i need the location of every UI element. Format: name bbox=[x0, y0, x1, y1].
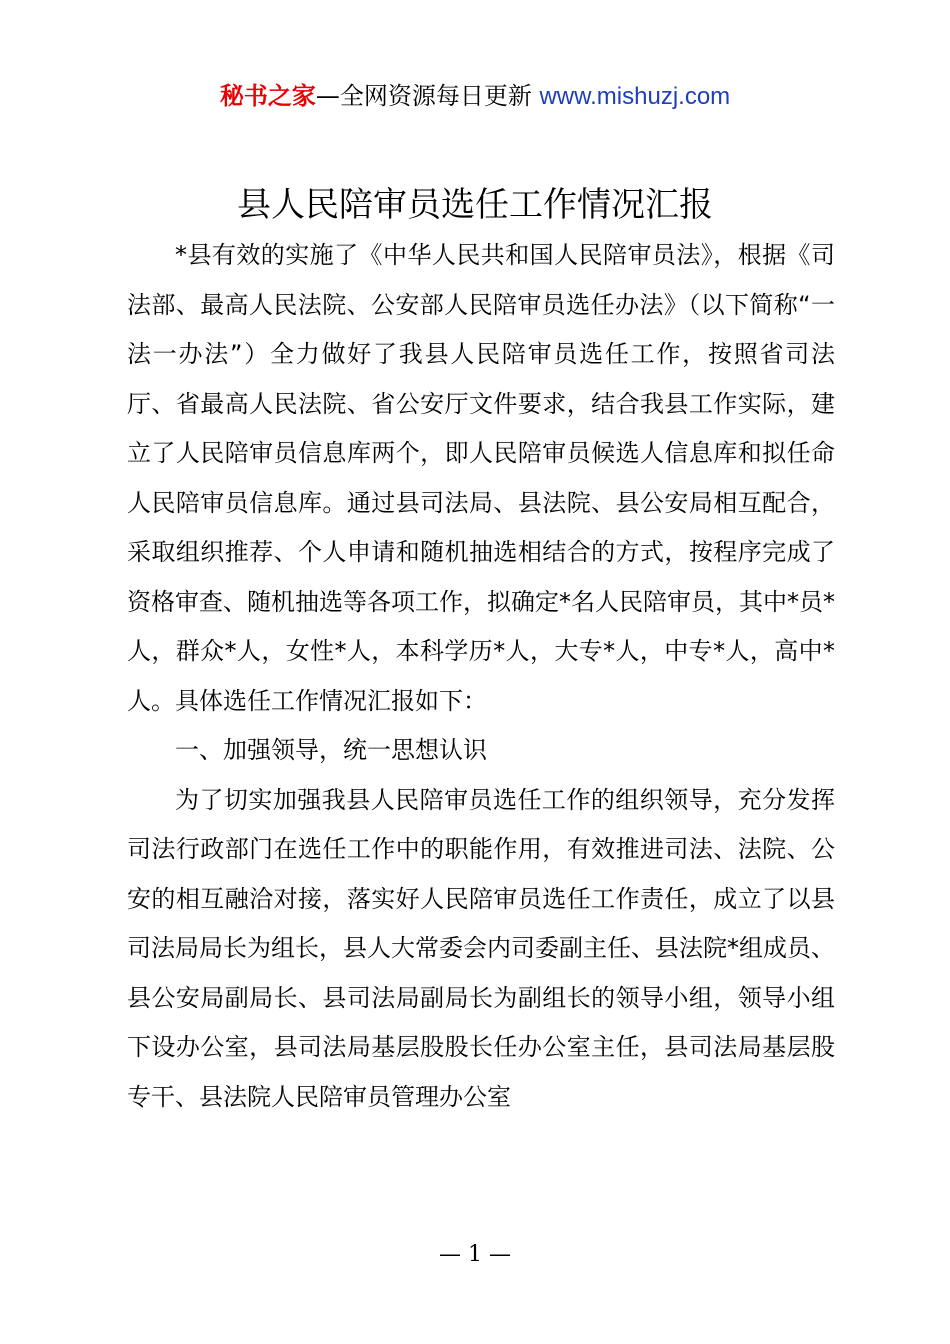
brand-name: 秘书之家 bbox=[219, 82, 316, 110]
site-header bbox=[0, 80, 950, 113]
site-url-link[interactable]: www.mishuzj.com bbox=[539, 83, 731, 110]
page-number: — 1 — bbox=[439, 1242, 511, 1267]
body-paragraph: 为了切实加强我县人民陪审员选任工作的组织领导，充分发挥司法行政部门在选任工作中的职能作用，有效推进司法、法院、公安的相互融洽对接，落实好人民陪审员选任工作责任，成立了以县司法局局长为组长，县人大常委会内司委副主任、县法院*组成员、县公安局副局长、县司法局副局长为副组长的领导小组，领导小组下设办公室，县司法局基层股股长任办公室主任，县司法局基层股专干、县法院人民陪审员管理办公室 bbox=[127, 785, 835, 1111]
document-body bbox=[127, 231, 835, 1122]
intro-paragraph: *县有效的实施了《中华人民共和国人民陪审员法》，根据《司法部、最高人民法院、公安部人民陪审员选任办法》（以下简称“一法一办法”）全力做好了我县人民陪审员选任工作，按照省司法厅、省最高人民法院、省公安厅文件要求，结合我县工作实际，建立了人民陪审员信息库两个，即人民陪审员候选人信息库和拟任命人民陪审员信息库。通过县司法局、县法院、县公安局相互配合，采取组织推荐、个人申请和随机抽选相结合的方式，按程序完成了资格审查、随机抽选等各项工作，拟确定*名人民陪审员，其中*员*人，群众*人，女性*人，本科学历*人，大专*人，中专*人，高中*人。具体选任工作情况汇报如下： bbox=[127, 241, 835, 715]
document-title: 县人民陪审员选任工作情况汇报 bbox=[237, 185, 713, 225]
section-heading: 一、加强领导，统一思想认识 bbox=[175, 736, 487, 764]
header-tagline: —全网资源每日更新 bbox=[315, 82, 532, 110]
